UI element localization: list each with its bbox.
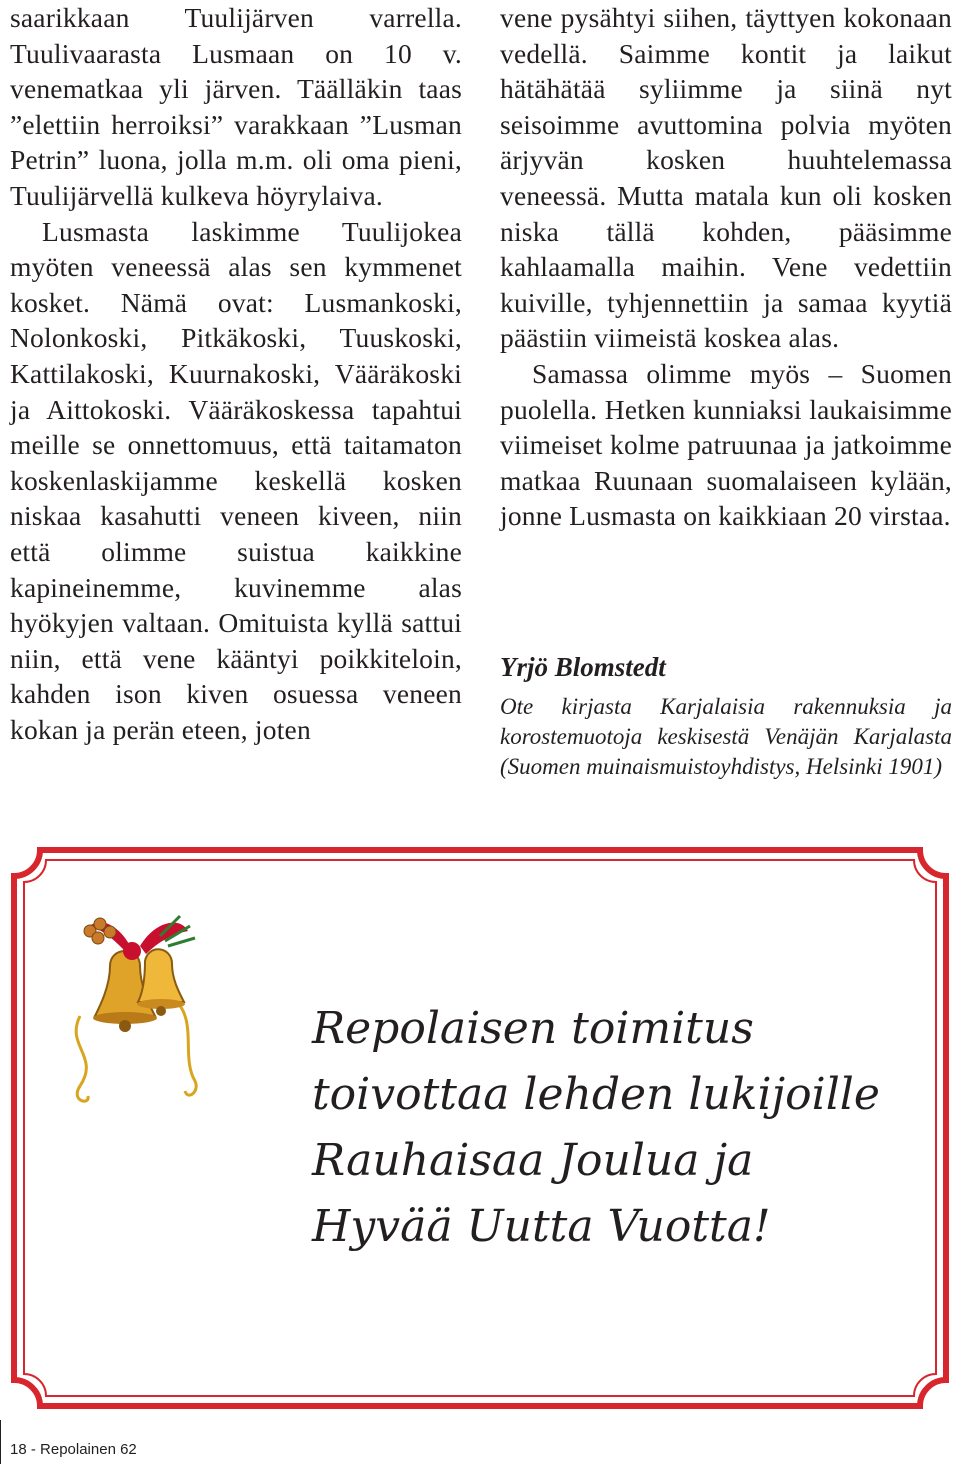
- christmas-bells-icon: [60, 906, 210, 1106]
- greeting-line: toivottaa lehden lukijoille: [312, 1069, 880, 1120]
- greeting-line: Rauhaisaa Joulua ja: [312, 1135, 754, 1186]
- page-footer: 18 - Repolainen 62: [10, 1441, 137, 1458]
- article-paragraph: Lusmasta laskimme Tuulijokea myöten veneessä alas sen kymmenet kosket. Nämä ovat: Lusmankoski, Nolonkoski, Pitkäkoski, Tuuskoski, Kattilakoski, Kuurnakoski, Vääräkoski ja Aittokoski. Vääräkoskessa tapahtui meille se onnettomuus, että taitamaton koskenlaskijamme keskellä kosken niskaa kasahutti veneen kiveen, niin että olimme suistua kaikkine kapineinemme, kuvinemme alas hyökyjen valtaan. Omituista kyllä sattui niin, että vene kääntyi poikkiteloin, kahden ison kiven osuessa veneen kokan ja perän eteen, joten: [10, 215, 462, 745]
- christmas-greeting-card: [10, 846, 950, 1410]
- article-left-column: [10, 0, 462, 747]
- greeting-text: [312, 996, 932, 1260]
- article-paragraph: Samassa olimme myös – Suomen puolella. Hetken kunniaksi laukaisimme viimeiset kolme patruunaa ja jatkoimme matkaa Ruunaan suomalaiseen kylään, jonne Lusmasta on kaikkiaan 20 virstaa.: [500, 357, 952, 532]
- article-author: Yrjö Blomstedt: [500, 652, 666, 682]
- article-source-note: Ote kirjasta Karjalaisia rakennuksia ja korostemuotoja keskisestä Venäjän Karjalasta (Suomen muinaismuistoyhdistys, Helsinki 1901): [500, 694, 952, 779]
- greeting-line: Hyvää Uutta Vuotta!: [312, 1201, 771, 1252]
- article-right-column: [500, 0, 952, 534]
- greeting-line: Repolaisen toimitus: [312, 1003, 754, 1054]
- footer-divider: [0, 1420, 1, 1464]
- article-paragraph: vene pysähtyi siihen, täyttyen kokonaan vedellä. Saimme kontit ja laikut hätähätää syliimme ja siinä nyt seisoimme avuttomina polvia myöten ärjyvän kosken huuhtelemassa veneessä. Mutta matala kun oli kosken niska tällä kohden, pääsimme kahlaamalla maihin. Vene vedettiin kuiville, tyhjennettiin ja samaa kyytiä päästiin viimeistä koskea alas.: [500, 2, 952, 354]
- article-paragraph: saarikkaan Tuulijärven varrella. Tuulivaarasta Lusmaan on 10 v. venematkaa yli järven. Täälläkin taas ”elettiin herroiksi” varakkaan ”Lusman Petrin” luona, jolla m.m. oli oma pieni, Tuulijärvellä kulkeva höyrylaiva.: [10, 2, 462, 211]
